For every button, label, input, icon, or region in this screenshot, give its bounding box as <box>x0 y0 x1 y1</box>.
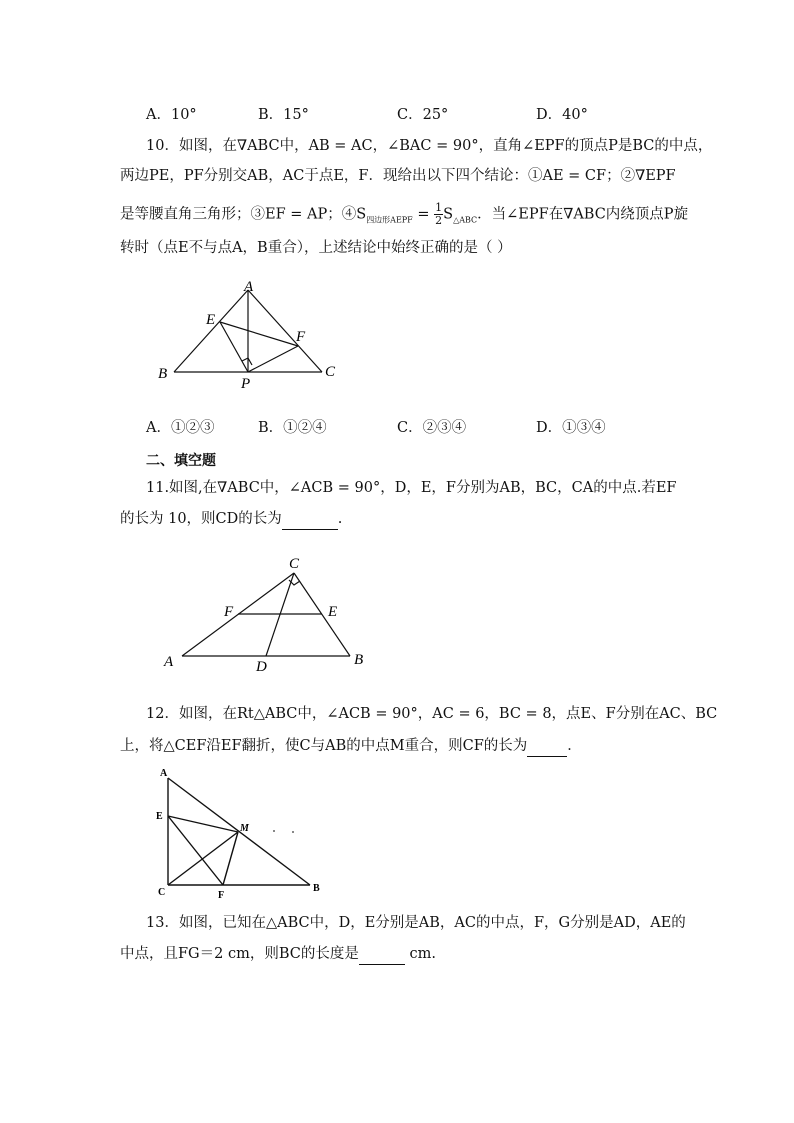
stray-dot <box>273 830 275 832</box>
q10-line-3b: ．当∠EPF在∇ABC内绕顶点P旋 <box>477 206 689 223</box>
q10-frac-den: 2 <box>435 214 443 227</box>
q9-option-b: B．15° <box>258 107 309 123</box>
q10-line-1: 10．如图，在∇ABC中，AB = AC，∠BAC = 90°，直角∠EPF的顶点P是BC的中点， <box>146 138 713 154</box>
q12-figure <box>150 764 340 904</box>
q10-frac-num: 1 <box>435 201 443 214</box>
q11-label-a: A <box>164 654 174 670</box>
q10-line-3a: 是等腰直角三角形；③EF = AP；④S <box>120 206 367 223</box>
q10-option-a: A．①②③ <box>146 420 215 436</box>
q12-label-m: M <box>240 823 249 834</box>
q10-label-p: P <box>241 376 251 392</box>
q11-label-b: B <box>354 652 364 668</box>
q12-label-c: C <box>158 887 166 898</box>
q11-label-f: F <box>224 604 234 620</box>
q12-line-2 <box>120 736 582 757</box>
q12-line-2-text: 上，将△CEF沿EF翻折，使C与AB的中点M重合，则CF的长为 <box>120 738 528 754</box>
q13-line-2-end: cm. <box>404 946 436 962</box>
q11-label-e: E <box>328 604 338 620</box>
q10-label-a: A <box>244 279 254 295</box>
q10-line-3 <box>120 202 688 230</box>
q11-line-1: 11.如图,在∇ABC中，∠ACB = 90°，D，E，F分别为AB，BC，CA的中点.若EF <box>146 480 677 496</box>
q12-answer-blank[interactable] <box>527 736 567 757</box>
q12-label-a: A <box>160 768 168 779</box>
q12-line-2-end: ． <box>567 738 582 754</box>
q10-fraction <box>434 202 443 227</box>
q10-label-f: F <box>296 329 306 345</box>
q13-answer-blank[interactable] <box>359 944 405 965</box>
q9-option-d: D．40° <box>536 107 588 123</box>
q10-label-b: B <box>158 366 168 382</box>
q9-option-c: C．25° <box>397 107 449 123</box>
q13-line-1: 13．如图，已知在△ABC中，D，E分别是AB，AC的中点，F，G分别是AD，AE的 <box>146 915 686 931</box>
q9-option-a: A．10° <box>146 107 197 123</box>
q12-label-f: F <box>218 890 225 901</box>
q11-line-2-end: . <box>337 511 343 527</box>
q10-figure <box>150 275 350 395</box>
q10-s: S <box>443 206 454 223</box>
q11-line-2-text: 的长为 10，则CD的长为 <box>120 511 282 527</box>
q13-line-2-text: 中点，且FG＝2 cm，则BC的长度是 <box>120 946 359 962</box>
q11-line-2 <box>120 509 342 530</box>
q11-answer-blank[interactable] <box>282 509 338 530</box>
q10-eq: = <box>412 206 435 223</box>
q10-label-c: C <box>325 364 336 380</box>
q12-label-b: B <box>313 883 320 894</box>
stray-dot <box>292 831 294 833</box>
section-heading: 二、填空题 <box>146 453 216 469</box>
q10-sub-tri: △ABC <box>453 215 478 225</box>
q10-label-e: E <box>206 312 216 328</box>
q10-sub-quad: 四边形AEPF <box>366 215 413 225</box>
q10-option-c: C．②③④ <box>397 420 467 436</box>
q10-line-2: 两边PE，PF分别交AB，AC于点E，F．现给出以下四个结论：①AE = CF；②∇EPF <box>120 168 676 184</box>
q10-line-4: 转时（点E不与点A，B重合），上述结论中始终正确的是（ ） <box>120 240 512 256</box>
q12-line-1: 12．如图，在Rt△ABC中，∠ACB = 90°，AC = 6，BC = 8，点E、F分别在AC、BC <box>146 706 718 722</box>
q11-figure <box>150 548 380 673</box>
q11-label-c: C <box>289 556 300 572</box>
q13-line-2 <box>120 944 436 965</box>
q11-label-d: D <box>256 659 267 673</box>
q10-option-d: D．①③④ <box>536 420 606 436</box>
q10-option-b: B．①②④ <box>258 420 327 436</box>
q12-label-e: E <box>156 811 163 822</box>
